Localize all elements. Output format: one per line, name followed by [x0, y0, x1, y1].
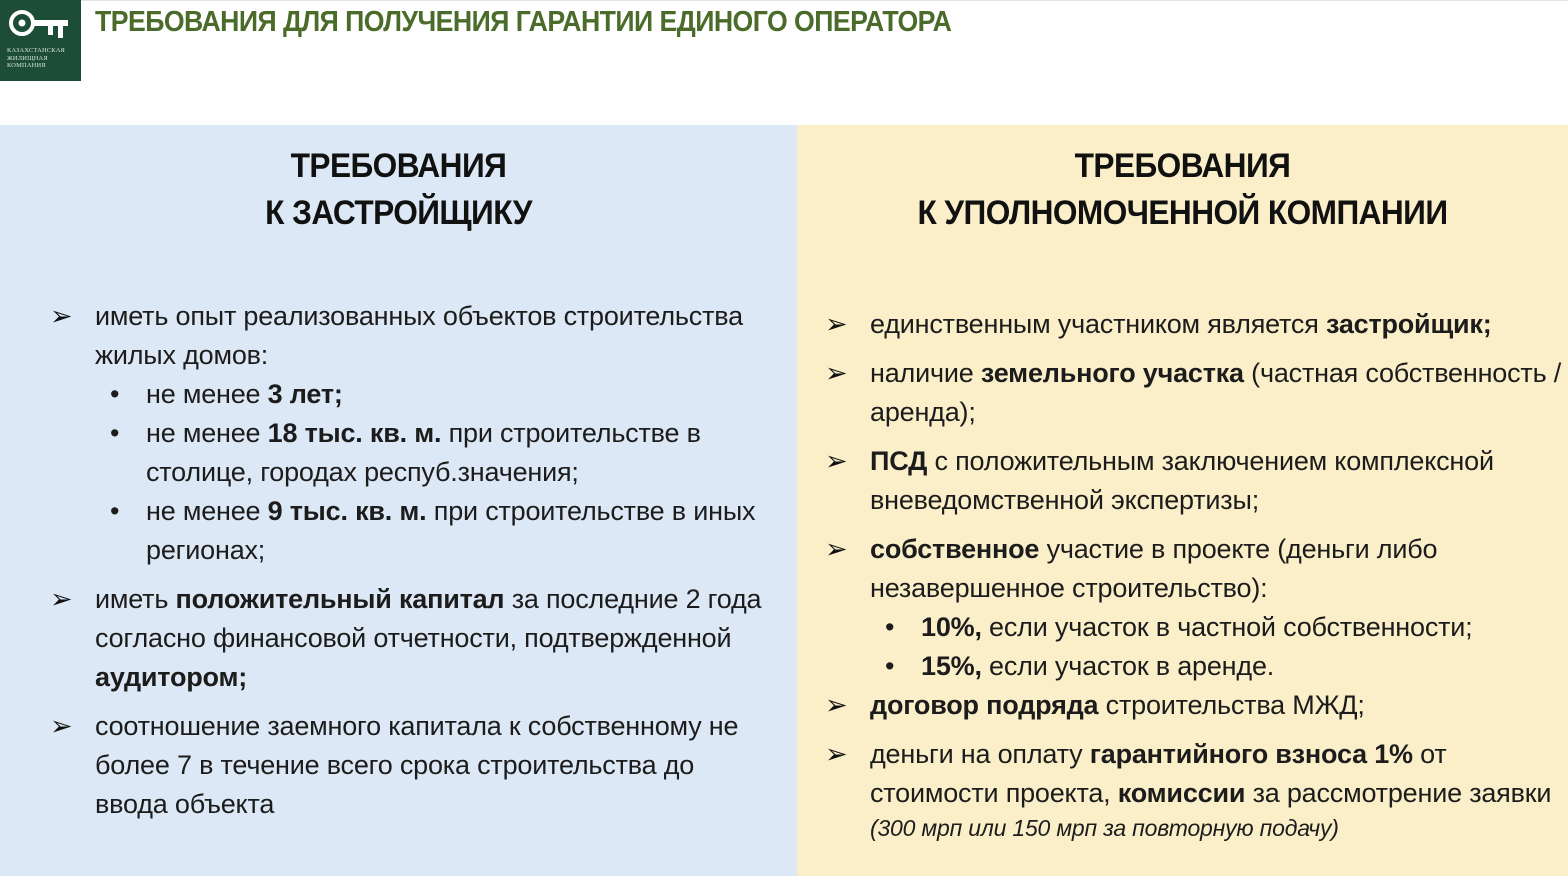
dot-bullet-icon: • — [885, 612, 895, 642]
arrow-bullet-icon: ➢ — [50, 584, 73, 614]
authorized-company-requirements-list — [825, 305, 1565, 854]
logo-text: КАЗАХСТАНСКАЯ ЖИЛИЩНАЯ КОМПАНИЯ — [7, 47, 65, 70]
sub-list — [870, 608, 1565, 686]
list-item: ➢ соотношение заемного капитала к собственному не более 7 в течение всего срока строительства до ввода объекта — [50, 707, 770, 824]
authorized-company-requirements-title: ТРЕБОВАНИЯ К УПОЛНОМОЧЕННОЙ КОМПАНИИ — [917, 147, 1448, 232]
sub-list-item: • не менее 9 тыс. кв. м. при строительстве в иных регионах; — [95, 492, 770, 570]
dot-bullet-icon: • — [110, 379, 120, 409]
dot-bullet-icon: • — [110, 496, 120, 526]
arrow-bullet-icon: ➢ — [825, 739, 848, 769]
dot-bullet-icon: • — [110, 418, 120, 448]
list-item: ➢ деньги на оплату гарантийного взноса 1% от стоимости проекта, комиссии за рассмотрение заявки (300 мрп или 150 мрп за повторную подачу) — [825, 735, 1565, 844]
arrow-bullet-icon: ➢ — [825, 309, 848, 339]
key-icon — [8, 6, 70, 44]
authorized-company-requirements-panel — [797, 125, 1568, 876]
page-title: ТРЕБОВАНИЯ ДЛЯ ПОЛУЧЕНИЯ ГАРАНТИИ ЕДИНОГО ОПЕРАТОРА — [95, 6, 952, 38]
developer-requirements-list — [50, 297, 770, 834]
sub-list-item: • не менее 3 лет; — [95, 375, 770, 414]
sub-list-item: • не менее 18 тыс. кв. м. при строительстве в столице, городах респуб.значения; — [95, 414, 770, 492]
dot-bullet-icon: • — [885, 651, 895, 681]
list-item: ➢ ПСД с положительным заключением комплексной вневедомственной экспертизы; — [825, 442, 1565, 520]
list-item: ➢ договор подряда строительства МЖД; — [825, 686, 1565, 725]
company-logo — [0, 0, 81, 81]
header-divider — [81, 0, 1568, 1]
developer-requirements-title: ТРЕБОВАНИЯ К ЗАСТРОЙЩИКУ — [265, 147, 532, 232]
sub-list-item: • 10%, если участок в частной собственности; — [870, 608, 1565, 647]
list-item: ➢ единственным участником является застройщик; — [825, 305, 1565, 344]
developer-requirements-panel — [0, 125, 797, 876]
list-item: ➢ иметь опыт реализованных объектов строительства жилых домов: • не менее 3 лет; • не менее 18 тыс. кв. м. при строительстве в столице, городах респуб.значения; • не менее 9 тыс. кв. м. при строительстве в иных регионах; — [50, 297, 770, 570]
arrow-bullet-icon: ➢ — [50, 301, 73, 331]
list-item: ➢ иметь положительный капитал за последние 2 года согласно финансовой отчетности, подтвержденной аудитором; — [50, 580, 770, 697]
sub-list — [95, 375, 770, 570]
fee-note: (300 мрп или 150 мрп за повторную подачу) — [870, 815, 1339, 841]
arrow-bullet-icon: ➢ — [825, 690, 848, 720]
list-item: ➢ наличие земельного участка (частная собственность / аренда); — [825, 354, 1565, 432]
arrow-bullet-icon: ➢ — [825, 534, 848, 564]
arrow-bullet-icon: ➢ — [825, 446, 848, 476]
arrow-bullet-icon: ➢ — [50, 711, 73, 741]
list-item: ➢ собственное участие в проекте (деньги либо незавершенное строительство): • 10%, если участок в частной собственности; • 15%, если участок в аренде. — [825, 530, 1565, 686]
arrow-bullet-icon: ➢ — [825, 358, 848, 388]
sub-list-item: • 15%, если участок в аренде. — [870, 647, 1565, 686]
